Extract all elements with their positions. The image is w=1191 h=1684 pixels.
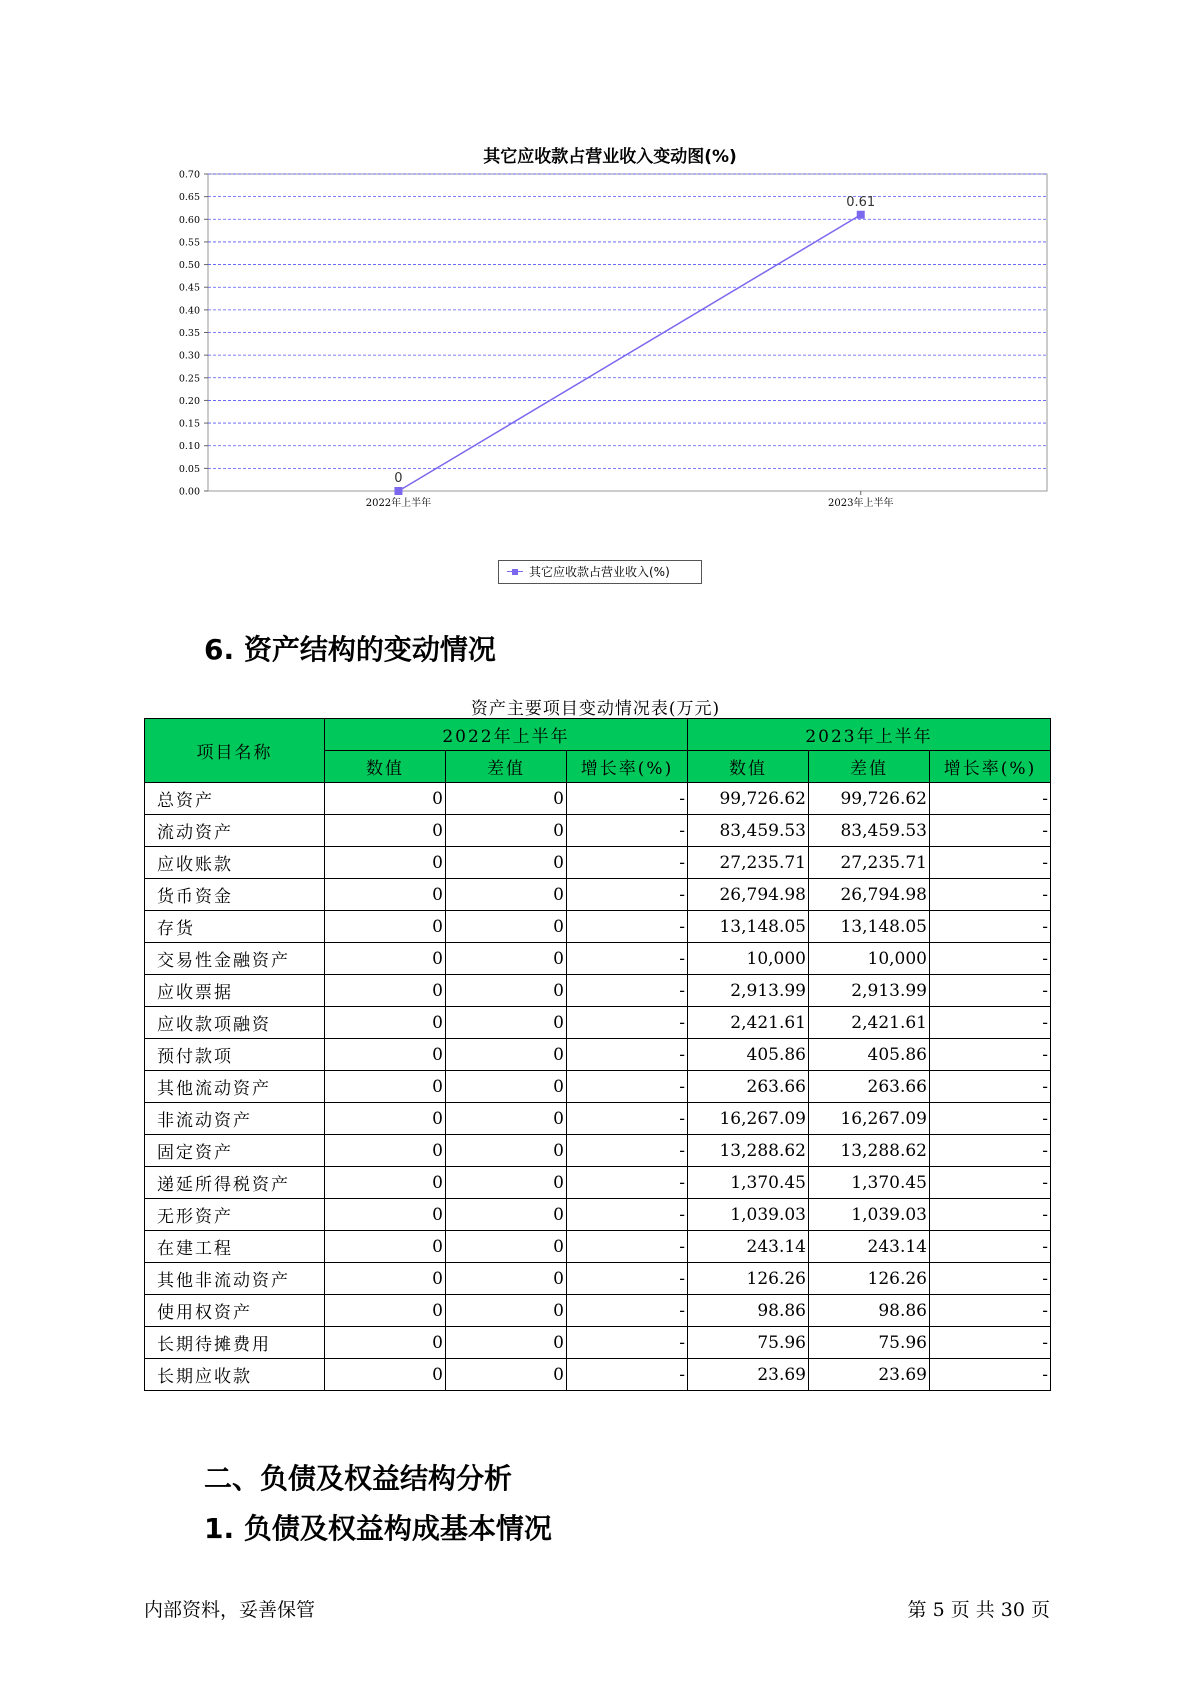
subheader-value: 数值 [688, 751, 809, 783]
row-label: 存货 [145, 911, 325, 943]
row-cell: 75.96 [688, 1327, 809, 1359]
y-tick-label: 0.30 [178, 350, 200, 362]
row-cell: - [567, 1327, 688, 1359]
row-label: 其他流动资产 [145, 1071, 325, 1103]
row-label: 总资产 [145, 783, 325, 815]
row-cell: - [567, 1039, 688, 1071]
row-label: 应收款项融资 [145, 1007, 325, 1039]
row-cell: 0 [446, 1231, 567, 1263]
y-tick-label: 0.20 [178, 395, 200, 407]
row-cell: - [930, 975, 1051, 1007]
row-cell: 0 [446, 1263, 567, 1295]
row-cell: - [567, 911, 688, 943]
row-cell: - [567, 943, 688, 975]
row-cell: - [930, 815, 1051, 847]
row-cell: - [930, 1231, 1051, 1263]
table-row [145, 847, 1051, 879]
header-item-name: 项目名称 [145, 719, 325, 783]
y-tick-label: 0.25 [178, 373, 200, 385]
x-tick-label: 2023年上半年 [828, 498, 894, 509]
row-cell: 2,421.61 [688, 1007, 809, 1039]
table-row [145, 879, 1051, 911]
row-cell: 0 [446, 1007, 567, 1039]
table-row [145, 1327, 1051, 1359]
row-cell: - [567, 1071, 688, 1103]
row-cell: - [930, 943, 1051, 975]
row-cell: 0 [325, 1327, 446, 1359]
row-cell: 2,421.61 [809, 1007, 930, 1039]
row-cell: 0 [325, 1071, 446, 1103]
row-label: 货币资金 [145, 879, 325, 911]
row-cell: 0 [446, 1295, 567, 1327]
row-cell: 0 [325, 1263, 446, 1295]
row-cell: 0 [325, 1039, 446, 1071]
row-cell: 0 [325, 1135, 446, 1167]
table-row [145, 783, 1051, 815]
row-label: 应收票据 [145, 975, 325, 1007]
row-cell: 16,267.09 [809, 1103, 930, 1135]
data-label: 0 [394, 471, 403, 486]
table-row [145, 1167, 1051, 1199]
row-cell: 0 [446, 879, 567, 911]
row-cell: 0 [446, 975, 567, 1007]
row-cell: 99,726.62 [809, 783, 930, 815]
row-cell: - [930, 1295, 1051, 1327]
row-cell: - [930, 1007, 1051, 1039]
row-cell: 0 [325, 943, 446, 975]
table-row [145, 1039, 1051, 1071]
row-cell: 0 [325, 1295, 446, 1327]
row-label: 其他非流动资产 [145, 1263, 325, 1295]
section-heading-liabilities: 二、负债及权益结构分析 [204, 1462, 513, 1495]
row-cell: 1,370.45 [688, 1167, 809, 1199]
row-cell: 1,370.45 [809, 1167, 930, 1199]
row-cell: 0 [446, 847, 567, 879]
table-row [145, 911, 1051, 943]
row-cell: 26,794.98 [809, 879, 930, 911]
row-cell: 75.96 [809, 1327, 930, 1359]
row-cell: - [567, 1007, 688, 1039]
header-group-2023: 2023年上半年 [688, 719, 1051, 751]
row-cell: - [930, 1103, 1051, 1135]
row-cell: - [567, 879, 688, 911]
y-tick-label: 0.05 [178, 463, 200, 475]
y-tick-label: 0.65 [178, 192, 200, 204]
row-cell: 0 [446, 1039, 567, 1071]
row-cell: - [567, 783, 688, 815]
table-row [145, 1103, 1051, 1135]
header-group-2022: 2022年上半年 [325, 719, 688, 751]
row-label: 流动资产 [145, 815, 325, 847]
row-cell: - [930, 1359, 1051, 1391]
row-cell: 0 [325, 911, 446, 943]
row-cell: 13,148.05 [809, 911, 930, 943]
row-cell: 0 [325, 847, 446, 879]
footer-note: 内部资料，妥善保管 [144, 1599, 316, 1621]
row-label: 长期待摊费用 [145, 1327, 325, 1359]
row-cell: - [567, 1199, 688, 1231]
table-row [145, 815, 1051, 847]
row-cell: 26,794.98 [688, 879, 809, 911]
row-cell: 98.86 [688, 1295, 809, 1327]
subheader-diff: 差值 [446, 751, 567, 783]
row-cell: 405.86 [688, 1039, 809, 1071]
row-cell: - [930, 879, 1051, 911]
row-cell: 10,000 [688, 943, 809, 975]
legend-swatch [507, 568, 523, 576]
subheader-growth: 增长率(%) [930, 751, 1051, 783]
chart [160, 138, 1060, 598]
row-cell: 2,913.99 [809, 975, 930, 1007]
row-cell: - [567, 975, 688, 1007]
row-cell: 405.86 [809, 1039, 930, 1071]
row-cell: - [930, 1135, 1051, 1167]
page-number: 第 5 页 共 30 页 [907, 1599, 1050, 1621]
table-row [145, 1007, 1051, 1039]
row-cell: - [567, 847, 688, 879]
table-row [145, 1135, 1051, 1167]
row-cell: 0 [446, 1135, 567, 1167]
row-cell: 0 [325, 1167, 446, 1199]
row-cell: 83,459.53 [809, 815, 930, 847]
y-tick-label: 0.00 [178, 486, 200, 498]
x-tick-label: 2022年上半年 [365, 498, 432, 509]
row-cell: - [567, 1263, 688, 1295]
subheader-value: 数值 [325, 751, 446, 783]
subsection-heading-liabilities: 1. 负债及权益构成基本情况 [204, 1512, 552, 1545]
row-cell: 0 [446, 1359, 567, 1391]
row-cell: 0 [325, 879, 446, 911]
row-cell: 0 [325, 1103, 446, 1135]
data-point [394, 487, 402, 495]
row-cell: 99,726.62 [688, 783, 809, 815]
row-cell: 1,039.03 [809, 1199, 930, 1231]
row-cell: 27,235.71 [809, 847, 930, 879]
row-cell: 0 [446, 1327, 567, 1359]
row-label: 使用权资产 [145, 1295, 325, 1327]
chart-legend [498, 560, 702, 584]
table-row [145, 975, 1051, 1007]
table-row [145, 1071, 1051, 1103]
table-row [145, 1199, 1051, 1231]
row-cell: 83,459.53 [688, 815, 809, 847]
row-label: 固定资产 [145, 1135, 325, 1167]
table-row [145, 943, 1051, 975]
y-tick-label: 0.15 [178, 418, 200, 430]
row-cell: 126.26 [809, 1263, 930, 1295]
row-cell: - [930, 1263, 1051, 1295]
y-tick-label: 0.70 [178, 169, 200, 181]
row-label: 应收账款 [145, 847, 325, 879]
row-label: 交易性金融资产 [145, 943, 325, 975]
table-row [145, 1359, 1051, 1391]
y-tick-label: 0.10 [178, 441, 200, 453]
row-cell: 10,000 [809, 943, 930, 975]
row-cell: - [567, 1359, 688, 1391]
row-cell: 263.66 [688, 1071, 809, 1103]
row-cell: 16,267.09 [688, 1103, 809, 1135]
table-row [145, 1295, 1051, 1327]
row-cell: 0 [446, 1167, 567, 1199]
row-cell: 13,288.62 [688, 1135, 809, 1167]
row-cell: - [567, 1295, 688, 1327]
row-cell: - [567, 1103, 688, 1135]
row-cell: - [930, 1199, 1051, 1231]
row-cell: 243.14 [809, 1231, 930, 1263]
row-cell: 0 [325, 1359, 446, 1391]
legend-label: 其它应收款占营业收入(%) [529, 565, 670, 579]
y-tick-label: 0.35 [178, 328, 200, 339]
row-cell: 23.69 [809, 1359, 930, 1391]
subheader-growth: 增长率(%) [567, 751, 688, 783]
row-cell: 2,913.99 [688, 975, 809, 1007]
row-cell: - [567, 1167, 688, 1199]
row-cell: 0 [446, 783, 567, 815]
data-point [857, 211, 865, 219]
table-body [145, 783, 1051, 1391]
row-cell: 0 [325, 783, 446, 815]
y-tick-label: 0.45 [178, 282, 200, 294]
row-label: 递延所得税资产 [145, 1167, 325, 1199]
row-cell: 263.66 [809, 1071, 930, 1103]
row-cell: 98.86 [809, 1295, 930, 1327]
row-cell: 13,148.05 [688, 911, 809, 943]
table-row [145, 1231, 1051, 1263]
row-cell: - [567, 1135, 688, 1167]
row-cell: - [930, 911, 1051, 943]
row-cell: 126.26 [688, 1263, 809, 1295]
row-label: 预付款项 [145, 1039, 325, 1071]
row-label: 长期应收款 [145, 1359, 325, 1391]
row-cell: 0 [446, 1103, 567, 1135]
y-tick-label: 0.40 [178, 305, 200, 317]
data-label: 0.61 [846, 194, 876, 210]
row-cell: - [930, 1167, 1051, 1199]
row-label: 非流动资产 [145, 1103, 325, 1135]
y-tick-label: 0.55 [178, 237, 200, 249]
row-cell: 0 [446, 943, 567, 975]
row-cell: 23.69 [688, 1359, 809, 1391]
row-cell: - [567, 1231, 688, 1263]
row-cell: 1,039.03 [688, 1199, 809, 1231]
row-cell: 0 [325, 975, 446, 1007]
chart-title: 其它应收款占营业收入变动图(%) [483, 147, 737, 167]
section-heading-assets: 6. 资产结构的变动情况 [204, 633, 496, 666]
row-cell: - [930, 1327, 1051, 1359]
table-row [145, 1263, 1051, 1295]
row-cell: 243.14 [688, 1231, 809, 1263]
row-cell: 0 [446, 815, 567, 847]
y-tick-label: 0.60 [178, 214, 200, 226]
row-cell: 0 [325, 1199, 446, 1231]
table-caption: 资产主要项目变动情况表(万元) [470, 699, 721, 719]
row-label: 无形资产 [145, 1199, 325, 1231]
row-cell: 13,288.62 [809, 1135, 930, 1167]
row-cell: 0 [325, 815, 446, 847]
subheader-diff: 差值 [809, 751, 930, 783]
chart-plot [160, 138, 1060, 598]
asset-table [144, 718, 1051, 1391]
row-cell: - [930, 783, 1051, 815]
row-cell: 0 [325, 1007, 446, 1039]
row-cell: 0 [325, 1231, 446, 1263]
row-label: 在建工程 [145, 1231, 325, 1263]
row-cell: - [930, 847, 1051, 879]
row-cell: - [930, 1039, 1051, 1071]
row-cell: - [930, 1071, 1051, 1103]
row-cell: 0 [446, 911, 567, 943]
row-cell: - [567, 815, 688, 847]
row-cell: 0 [446, 1071, 567, 1103]
row-cell: 0 [446, 1199, 567, 1231]
row-cell: 27,235.71 [688, 847, 809, 879]
y-tick-label: 0.50 [178, 260, 200, 272]
